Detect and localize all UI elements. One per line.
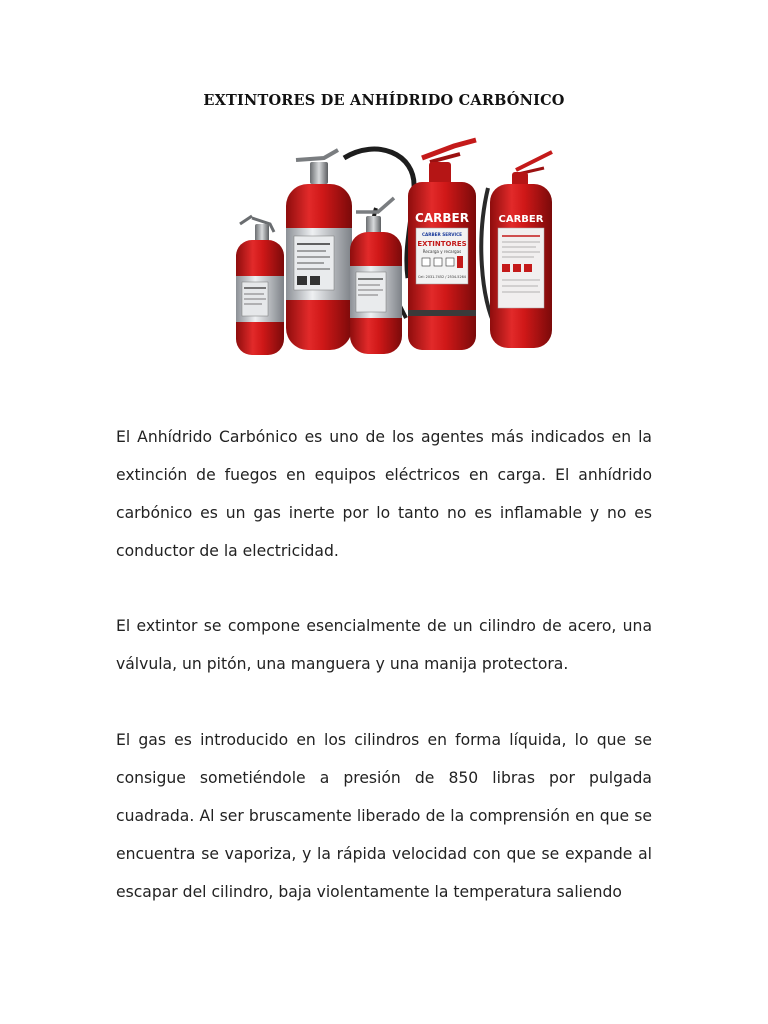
carber-brand-label-small: CARBER	[498, 214, 544, 225]
document-title: EXTINTORES DE ANHÍDRIDO CARBÓNICO	[203, 92, 565, 109]
paragraph-1: El Anhídrido Carbónico es uno de los agentes más indicados en la extinción de fuegos en equipos eléctricos en carga. El anhídrido carbónico es un gas inerte por lo tanto no es inflamable y no es conductor de la electricidad.	[116, 428, 652, 560]
carber-service-label: CARBER SERVICE	[421, 232, 463, 237]
recarga-label: Recarga y recargas	[422, 249, 462, 254]
extinguisher-carber-right	[490, 152, 552, 348]
extinguisher-medium	[350, 198, 402, 354]
paragraph-3: El gas es introducido en los cilindros en forma líquida, lo que se consigue sometiéndole a presión de 850 libras por pulgada cuadrada. Al ser bruscamente liberado de la comprensión en que se encuentra se vaporiza, y la rápida velocidad con que se expande al escapar del cilindro, baja violentamente la temperatura saliendo	[116, 731, 652, 901]
paragraph-2: El extintor se compone esencialmente de un cilindro de acero, una válvula, un pitón, una manguera y una manija protectora.	[116, 617, 652, 673]
extinguisher-tall	[286, 150, 352, 350]
extinguishers-photo	[226, 128, 560, 360]
carber-brand-label: CARBER	[415, 211, 469, 225]
extintores-label: EXTINTORES	[417, 240, 467, 248]
phone-label: Cel: 2031-7452 / 2534-5264	[418, 275, 466, 279]
extinguisher-carber-large	[408, 140, 476, 350]
extinguisher-small-left	[236, 216, 284, 355]
